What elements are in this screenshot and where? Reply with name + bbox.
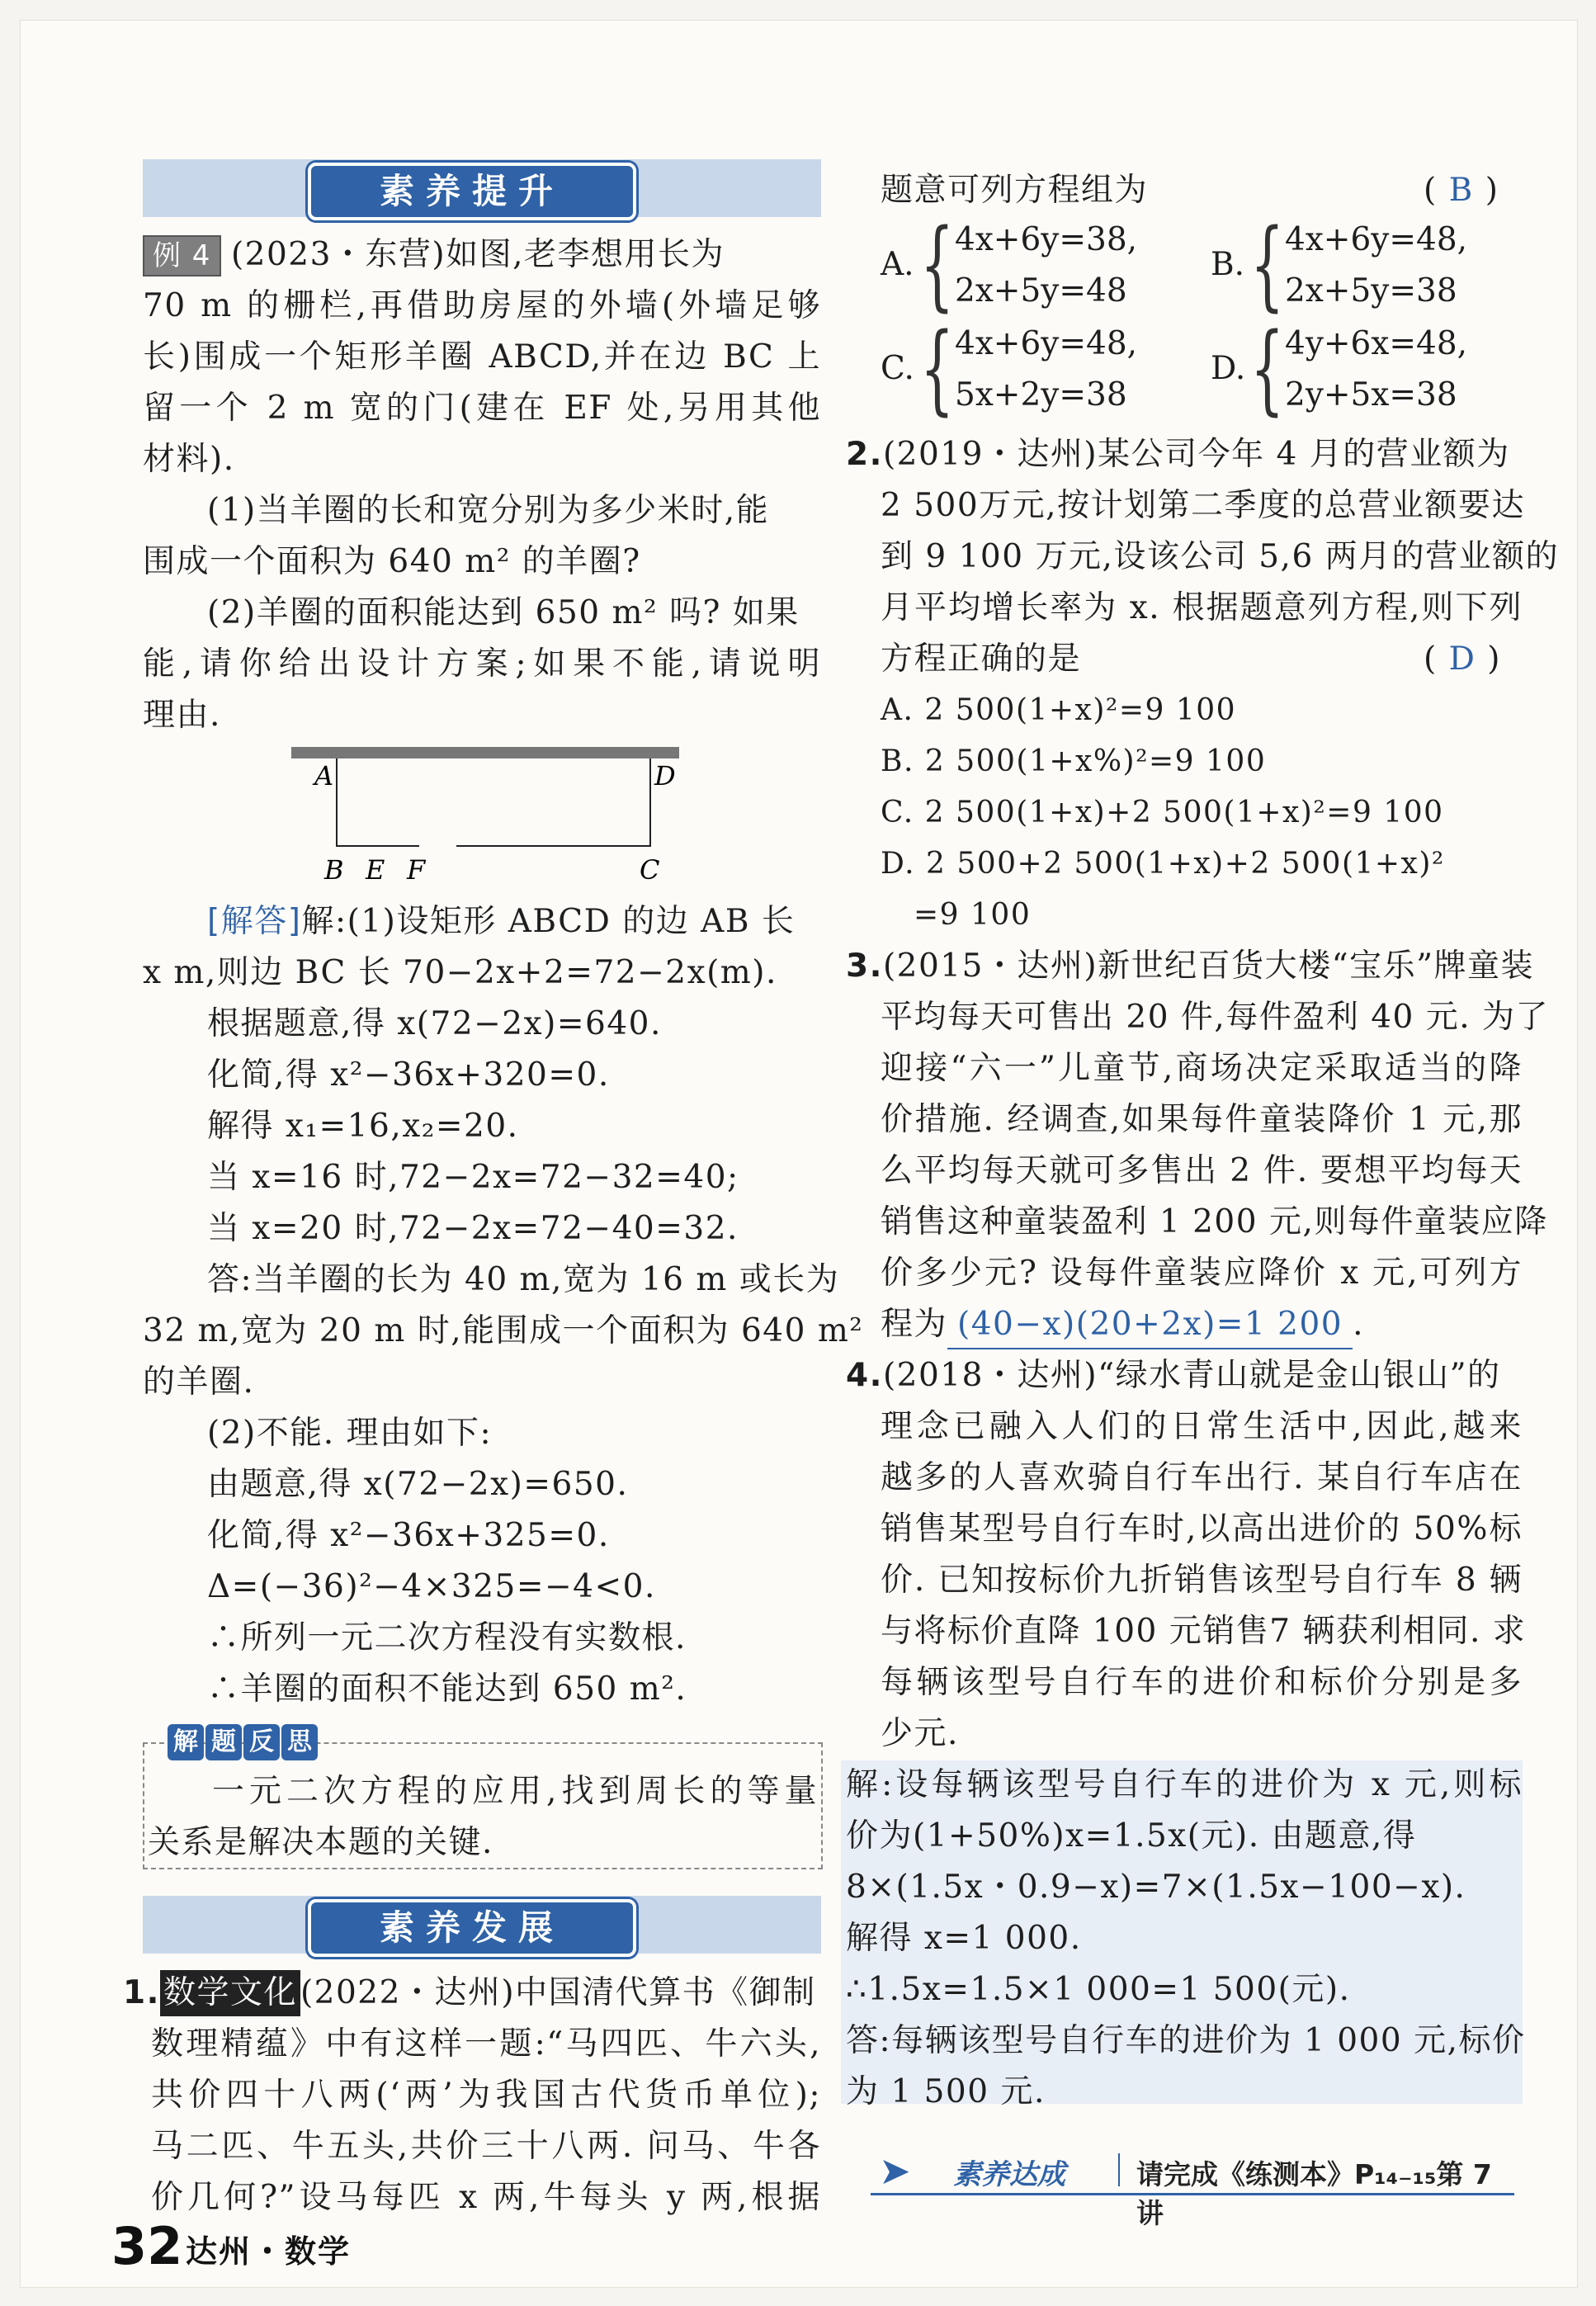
option-a: A. { 4x+6y=38, 2x+5y=48 [881, 207, 1138, 321]
section-banner-develop [143, 1896, 821, 1954]
q4-line-7: 每辆该型号自行车的进价和标价分别是多 [881, 1664, 1523, 1701]
question-2-line-2: 能,请你给出设计方案;如果不能,请说明 [143, 645, 821, 683]
solution-tag: [解答] [207, 903, 302, 940]
solution-line-10: 的羊圈. [143, 1363, 255, 1401]
q3-line-2: 平均每天可售出 20 件,每件盈利 40 元. 为了 [881, 999, 1550, 1036]
math-culture-tag: 数学文化 [160, 1970, 300, 2016]
point-e: E [366, 854, 385, 886]
q3-answer: (40−x)(20+2x)=1 200 [947, 1302, 1353, 1349]
question-2-line-1: (2)羊圈的面积能达到 650 m² 吗? 如果 [207, 594, 800, 631]
q4-solution-line-7: 为 1 500 元. [846, 2073, 1046, 2110]
solution-line-13: 化简,得 x²−36x+325=0. [207, 1517, 610, 1554]
q4-line-6: 与将标价直降 100 元销售7 辆获利相同. 求 [881, 1613, 1527, 1650]
q2-line-2: 2 500万元,按计划第二季度的总营业额要达 [881, 487, 1526, 524]
q2-option-d: D. 2 500+2 500(1+x)+2 500(1+x)² [881, 847, 1445, 881]
solution-line-14: Δ=(−36)²−4×325=−4<0. [207, 1568, 656, 1605]
footer-bar [871, 2147, 1514, 2229]
example-line-4: 留一个 2 m 宽的门(建在 EF 处,另用其他 [143, 390, 821, 427]
q1-answer-bracket: ( B ) [1424, 172, 1499, 209]
example-line-3: 长)围成一个矩形羊圈 ABCD,并在边 BC 上 [143, 338, 821, 376]
solution-line-15: ∴所列一元二次方程没有实数根. [207, 1619, 687, 1656]
footer-logo: 素养达成 [953, 2158, 1065, 2191]
runner-icon: ➤ [879, 2148, 911, 2193]
solution-line-4: 化简,得 x²−36x+320=0. [207, 1056, 610, 1094]
solution-line-9: 32 m,宽为 20 m 时,能围成一个面积为 640 m² [143, 1312, 864, 1349]
banner-title-2: 素养发展 [308, 1899, 636, 1957]
q4-line-2: 理念已融入人们的日常生活中,因此,越来 [881, 1408, 1523, 1445]
page [20, 20, 1578, 2288]
solution-line-5: 解得 x₁=16,x₂=20. [207, 1108, 519, 1145]
vertex-c: C [640, 854, 660, 886]
point-f: F [407, 854, 426, 886]
option-b: B. { 4x+6y=48, 2x+5y=38 [1211, 207, 1468, 321]
q4-line-5: 价. 已知按标价九折销售该型号自行车 8 辆 [881, 1562, 1523, 1599]
page-number: 32 [111, 2216, 183, 2276]
q2-option-c: C. 2 500(1+x)+2 500(1+x)²=9 100 [881, 796, 1444, 829]
section-banner-improve [143, 159, 821, 217]
example-label: 例 4 [143, 235, 221, 276]
option-d: D. { 4y+6x=48, 2y+5x=38 [1211, 311, 1468, 425]
q3-line-3: 迎接“六一”儿童节,商场决定采取适当的降 [881, 1050, 1523, 1087]
banner-title: 素养提升 [308, 163, 636, 220]
q2-line-1: 2.(2019・达州)某公司今年 4 月的营业额为 [846, 436, 1510, 473]
solution-line-1: [解答]解:(1)设矩形 ABCD 的边 AB 长 [207, 903, 796, 940]
q3-line-5: 么平均每天就可多售出 2 件. 要想平均每天 [881, 1152, 1523, 1189]
solution-line-3: 根据题意,得 x(72−2x)=640. [207, 1005, 662, 1042]
q1-line-3: 共价四十八两(‘两’为我国古代货币单位); [151, 2077, 821, 2114]
example-line-1: 例 4 (2023・东营)如图,老李想用长为 [143, 232, 725, 278]
footer-separator [1118, 2153, 1120, 2186]
question-1-line-2: 围成一个面积为 640 m² 的羊圈? [143, 543, 641, 580]
q1-answer: B [1448, 172, 1474, 209]
q2-answer-bracket: ( D ) [1424, 640, 1502, 678]
q4-line-4: 销售某型号自行车时,以高出进价的 50%标 [881, 1510, 1523, 1548]
q4-line-1: 4.(2018・达州)“绿水青山就是金山银山”的 [846, 1357, 1501, 1394]
q3-line-6: 销售这种童装盈利 1 200 元,则每件童装应降 [881, 1203, 1548, 1240]
q2-answer: D [1448, 640, 1476, 678]
q2-line-5: 方程正确的是 [881, 640, 1082, 678]
solution-line-12: 由题意,得 x(72−2x)=650. [207, 1466, 629, 1503]
question-1-line-1: (1)当羊圈的长和宽分别为多少米时,能 [207, 492, 770, 529]
q3-line-7: 价多少元? 设每件童装应降价 x 元,可列方 [881, 1255, 1523, 1292]
vertex-b: B [324, 854, 344, 886]
q2-option-b: B. 2 500(1+x%)²=9 100 [881, 744, 1267, 778]
solution-line-7: 当 x=20 时,72−2x=72−40=32. [207, 1210, 739, 1247]
house-wall [291, 747, 679, 758]
q3-line-8: 程为 (40−x)(20+2x)=1 200 . [881, 1302, 1364, 1349]
q4-line-3: 越多的人喜欢骑自行车出行. 某自行车店在 [881, 1459, 1523, 1496]
pen-left-side [337, 758, 419, 846]
q1-continuation: 题意可列方程组为 [881, 172, 1149, 209]
q4-solution-line-5: ∴1.5x=1.5×1 000=1 500(元). [846, 1971, 1351, 2008]
vertex-a: A [314, 760, 334, 792]
footer-note: 请完成《练测本》P₁₄₋₁₅第 7 讲 [1136, 2158, 1492, 2229]
example-line-5: 材料). [143, 441, 235, 478]
q1-line-1: 1. 数学文化 (2022・达州)中国清代算书《御制 [123, 1970, 816, 2016]
q4-line-8: 少元. [881, 1715, 959, 1752]
q3-line-1: 3.(2015・达州)新世纪百货大楼“宝乐”牌童装 [846, 947, 1535, 985]
solution-line-16: ∴羊圈的面积不能达到 650 m². [207, 1670, 687, 1708]
q1-line-4: 马二匹、牛五头,共价三十八两. 问马、牛各 [151, 2128, 821, 2165]
q4-solution-line-3: 8×(1.5x・0.9−x)=7×(1.5x−100−x). [846, 1869, 1466, 1906]
q1-line-5: 价几何?”设马每匹 x 两,牛每头 y 两,根据 [151, 2179, 821, 2216]
solution-line-2: x m,则边 BC 长 70−2x+2=72−2x(m). [143, 954, 777, 991]
page-subtitle: 达州・数学 [186, 2233, 352, 2270]
q4-solution-line-6: 答:每辆该型号自行车的进价为 1 000 元,标价 [846, 2022, 1526, 2059]
q3-line-4: 价措施. 经调查,如果每件童装降价 1 元,那 [881, 1101, 1523, 1138]
q4-solution-line-1: 解:设每辆该型号自行车的进价为 x 元,则标 [846, 1766, 1523, 1803]
q2-line-4: 月平均增长率为 x. 根据题意列方程,则下列 [881, 589, 1523, 626]
q2-option-a: A. 2 500(1+x)²=9 100 [881, 693, 1237, 727]
solution-line-11: (2)不能. 理由如下: [207, 1415, 493, 1452]
q2-line-3: 到 9 100 万元,设该公司 5,6 两月的营业额的 [881, 538, 1560, 575]
q1-line-2: 数理精蕴》中有这样一题:“马四匹、牛六头, [151, 2025, 821, 2063]
solution-line-8: 答:当羊圈的长为 40 m,宽为 16 m 或长为 [207, 1261, 840, 1298]
reflection-tag: 解 题 反 思 [168, 1724, 318, 1760]
vertex-d: D [654, 760, 676, 792]
footer-rule [871, 2193, 1514, 2195]
reflection-line-2: 关系是解决本题的关键. [148, 1824, 493, 1861]
pen-right-side [456, 758, 650, 846]
solution-line-6: 当 x=16 时,72−2x=72−32=40; [207, 1159, 739, 1196]
example-line-2: 70 m 的栅栏,再借助房屋的外墙(外墙足够 [143, 287, 821, 324]
reflection-line-1: 一元二次方程的应用,找到周长的等量 [212, 1773, 818, 1810]
q4-solution-line-2: 价为(1+50%)x=1.5x(元). 由题意,得 [846, 1817, 1417, 1855]
question-2-line-3: 理由. [143, 697, 221, 734]
option-c: C. { 4x+6y=48, 5x+2y=38 [881, 311, 1138, 425]
q2-option-d-cont: =9 100 [914, 898, 1032, 932]
sheep-pen-figure [283, 739, 828, 895]
q4-solution-line-4: 解得 x=1 000. [846, 1920, 1082, 1957]
